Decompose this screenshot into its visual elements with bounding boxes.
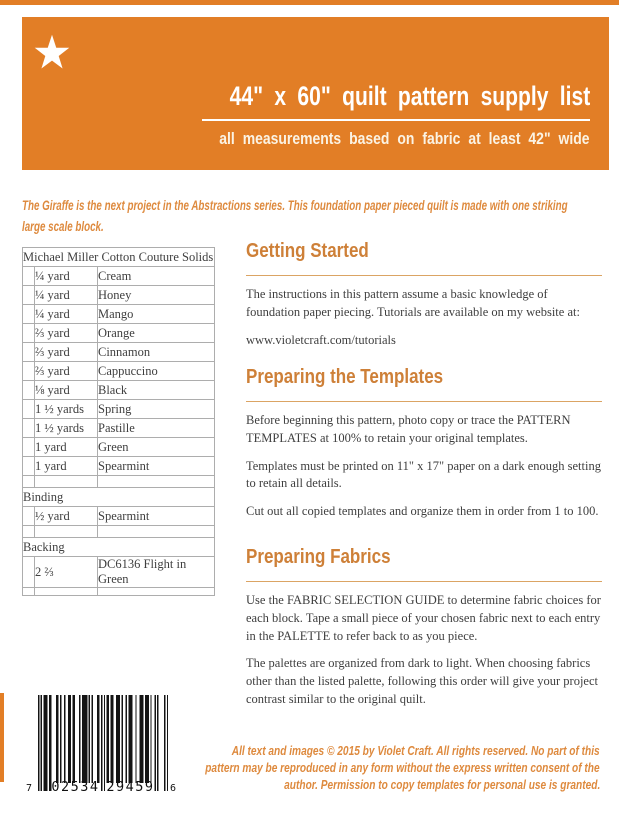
copyright-line: author. Permission to copy templates for personal use is granted. (283, 777, 600, 792)
section-divider (246, 581, 602, 582)
backing-label: Backing (23, 538, 215, 557)
section-preparing-templates (246, 366, 602, 521)
table-row (23, 457, 215, 476)
section-title: Preparing Fabrics (246, 546, 391, 568)
yardage-cell: ¼ yard (35, 286, 98, 305)
color-cell: Spearmint (98, 457, 215, 476)
section-paragraph: Templates must be printed on 11" x 17" paper on a dark enough setting to retain all details. (246, 458, 601, 491)
yardage-cell: ⅛ yard (35, 381, 98, 400)
yardage-cell: ½ yard (35, 507, 98, 526)
website-link: www.violetcraft.com/tutorials (246, 332, 396, 347)
yardage-cell: 1 yard (35, 457, 98, 476)
section-preparing-fabrics (246, 546, 602, 709)
color-cell: Honey (98, 286, 215, 305)
color-cell: Black (98, 381, 215, 400)
color-cell: Pastille (98, 419, 215, 438)
binding-label-row (23, 488, 215, 507)
table-row (23, 419, 215, 438)
table-row (23, 305, 215, 324)
barcode-right-digits: 29459 (106, 779, 155, 795)
yardage-cell: 2 ⅔ (35, 557, 98, 588)
table-header-row (23, 248, 215, 267)
section-paragraph: Cut out all copied templates and organize them in order from 1 to 100. (246, 504, 599, 518)
yardage-cell: 1 ½ yards (35, 419, 98, 438)
copyright-notice (94, 742, 600, 793)
section-paragraph: The instructions in this pattern assume a basic knowledge of foundation paper piecing. Tutorials are available on my website at: (246, 287, 580, 319)
section-paragraph: The palettes are organized from dark to light. When choosing fabrics other than the listed palette, following this order will give your project contrast similar to the original quilt. (246, 656, 598, 706)
color-cell: Spring (98, 400, 215, 419)
section-divider (246, 275, 602, 276)
section-divider (246, 401, 602, 402)
section-paragraph: Before beginning this pattern, photo copy or trace the PATTERN TEMPLATES at 100% to retain your original templates. (246, 413, 571, 445)
header-banner (22, 17, 609, 170)
star-icon (34, 34, 70, 70)
yardage-cell: ¼ yard (35, 267, 98, 286)
color-cell: Mango (98, 305, 215, 324)
header-subtitle: all measurements based on fabric at least 42" wide (219, 129, 590, 148)
copyright-line: All text and images © 2015 by Violet Craft. All rights reserved. No part of this (232, 743, 600, 758)
supply-table (22, 247, 215, 596)
intro-text (22, 195, 619, 237)
yardage-cell: ⅔ yard (35, 343, 98, 362)
yardage-cell: ¼ yard (35, 305, 98, 324)
table-spacer-row (23, 476, 215, 488)
table-row (23, 343, 215, 362)
color-cell: Cappuccino (98, 362, 215, 381)
table-row (23, 324, 215, 343)
yardage-cell: ⅔ yard (35, 324, 98, 343)
intro-line: The Giraffe is the next project in the Abstractions series. This foundation paper pieced quilt is made with one striking (22, 197, 568, 213)
table-spacer-row (23, 588, 215, 596)
left-edge-strip (0, 693, 4, 782)
intro-line: large scale block. (22, 218, 104, 234)
color-cell: Green (98, 438, 215, 457)
table-row (23, 557, 215, 588)
header-divider (202, 119, 590, 121)
barcode-check-digit: 6 (170, 783, 177, 794)
backing-label-row (23, 538, 215, 557)
table-row (23, 286, 215, 305)
yardage-cell: 1 yard (35, 438, 98, 457)
yardage-cell: 1 ½ yards (35, 400, 98, 419)
table-row (23, 267, 215, 286)
table-row (23, 507, 215, 526)
yardage-cell: ⅔ yard (35, 362, 98, 381)
color-cell: Orange (98, 324, 215, 343)
section-paragraph: Use the FABRIC SELECTION GUIDE to determine fabric choices for each block. Tape a small piece of your chosen fabric next to each entry in the PALETTE to refer back to as you piece. (246, 593, 601, 643)
table-spacer-row (23, 526, 215, 538)
color-cell: DC6136 Flight in Green (98, 557, 215, 588)
top-edge-strip (0, 0, 619, 5)
page-title: 44" x 60" quilt pattern supply list (229, 81, 590, 111)
table-row (23, 438, 215, 457)
barcode-left-digits: 02534 (51, 779, 100, 795)
table-row (23, 362, 215, 381)
section-getting-started (246, 240, 602, 349)
color-cell: Cinnamon (98, 343, 215, 362)
color-cell: Spearmint (98, 507, 215, 526)
section-title: Preparing the Templates (246, 366, 444, 388)
copyright-line: pattern may be reproduced in any form without the express written consent of the (205, 760, 600, 775)
section-title: Getting Started (246, 240, 369, 262)
barcode-system-digit: 7 (26, 783, 33, 794)
table-row (23, 400, 215, 419)
table-row (23, 381, 215, 400)
color-cell: Cream (98, 267, 215, 286)
binding-label: Binding (23, 488, 215, 507)
table-title: Michael Miller Cotton Couture Solids (23, 248, 215, 267)
